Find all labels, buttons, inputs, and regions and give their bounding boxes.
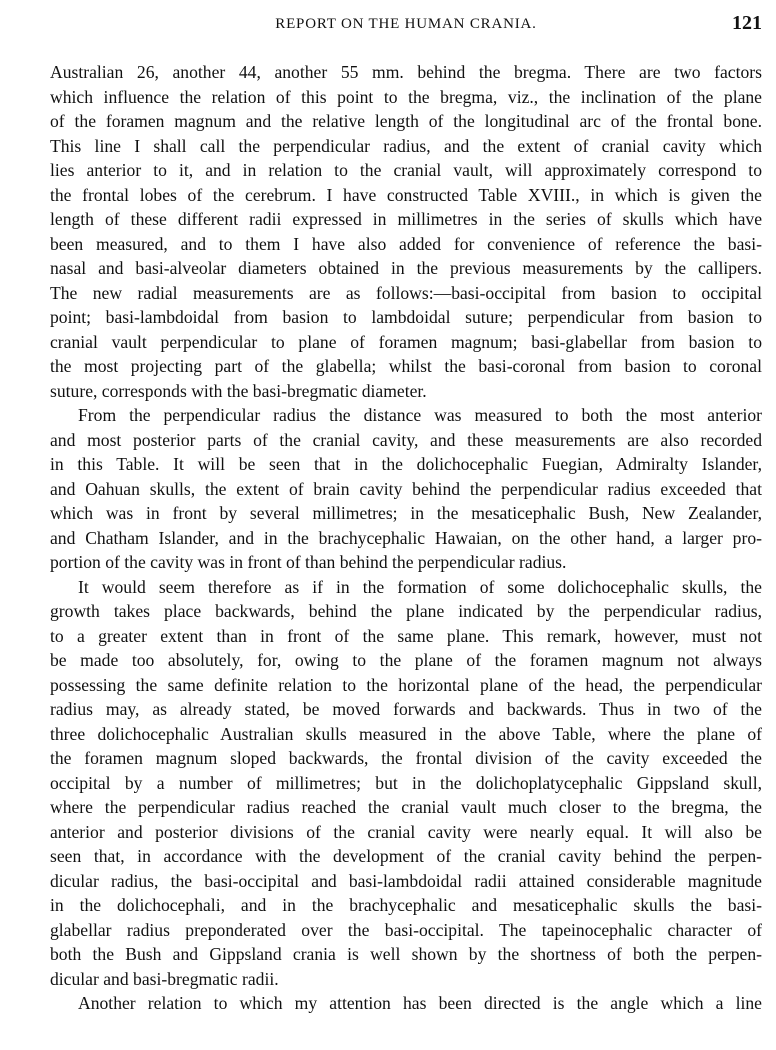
text-line: in this Table. It will be seen that in the dolichocephalic Fuegian, Admiralty Islander, — [50, 454, 762, 474]
text-line: been measured, and to them I have also added for convenience of reference the basi- — [50, 233, 762, 254]
text-line: which was in front by several millimetres; in the mesaticephalic Bush, New Zealander, — [50, 503, 762, 523]
text-line: of the foramen magnum and the relative length of the longitudinal arc of the frontal bone. — [50, 111, 762, 131]
text-line: and Chatham Islander, and in the brachycephalic Hawaian, on the other hand, a larger pro- — [50, 527, 762, 548]
text-line: cranial vault perpendicular to plane of foramen magnum; basi-glabellar from basion to — [50, 331, 762, 352]
text-line: point; basi-lambdoidal from basion to lambdoidal suture; perpendicular from basion to — [50, 307, 762, 327]
text-line: seen that, in accordance with the development of the cranial cavity behind the perpen- — [50, 846, 762, 866]
text-line: nasal and basi-alveolar diameters obtained in the previous measurements by the callipers. — [50, 258, 762, 278]
text-line: dicular radius, the basi-occipital and basi-lambdoidal radii attained considerable magnitude — [50, 870, 762, 891]
paragraph — [50, 60, 762, 403]
text-line: both the Bush and Gippsland crania is well shown by the shortness of both the perpen- — [50, 944, 762, 964]
text-line: dicular and basi-bregmatic radii. — [50, 968, 279, 989]
text-line: in the dolichocephali, and in the brachycephalic and mesaticephalic skulls the basi- — [50, 895, 762, 915]
text-line: From the perpendicular radius the distance was measured to both the most anterior — [78, 405, 762, 425]
text-line: where the perpendicular radius reached the cranial vault much closer to the bregma, the — [50, 797, 762, 817]
text-line: radius may, as already stated, be moved forwards and backwards. Thus in two of the — [50, 699, 762, 719]
text-line: portion of the cavity was in front of than behind the perpendicular radius. — [50, 552, 567, 572]
text-line: to a greater extent than in front of the same plane. This remark, however, must not — [50, 625, 762, 646]
text-line: the most projecting part of the glabella; whilst the basi-coronal from basion to coronal — [50, 356, 762, 376]
text-line: and most posterior parts of the cranial cavity, and these measurements are also recorded — [50, 429, 762, 450]
text-line: the frontal lobes of the cerebrum. I have constructed Table XVIII., in which is given the — [50, 184, 762, 205]
text-line: This line I shall call the perpendicular radius, and the extent of cranial cavity which — [50, 135, 762, 156]
text-line: occipital by a number of millimetres; but in the dolichoplatycephalic Gippsland skull, — [50, 772, 762, 793]
text-line: Australian 26, another 44, another 55 mm. behind the bregma. There are two factors — [50, 62, 762, 82]
text-line: length of these different radii expressed in millimetres in the series of skulls which have — [50, 209, 762, 229]
page-number: 121 — [732, 12, 762, 34]
text-line: suture, corresponds with the basi-bregmatic diameter. — [50, 380, 427, 401]
text-line: lies anterior to it, and in relation to the cranial vault, will approximately correspond to — [50, 160, 762, 180]
body-text — [50, 60, 762, 1016]
text-line: anterior and posterior divisions of the cranial cavity were nearly equal. It will also be — [50, 821, 762, 842]
text-line: It would seem therefore as if in the formation of some dolichocephalic skulls, the — [78, 576, 762, 597]
paragraph — [50, 403, 762, 575]
text-line: and Oahuan skulls, the extent of brain cavity behind the perpendicular radius exceeded that — [50, 478, 762, 499]
page-header — [50, 12, 762, 38]
text-line: be made too absolutely, for, owing to the plane of the foramen magnum not always — [50, 650, 762, 670]
running-title: REPORT ON THE HUMAN CRANIA. — [275, 16, 537, 32]
text-line: possessing the same definite relation to the horizontal plane of the head, the perpendicular — [50, 674, 762, 695]
text-line: Another relation to which my attention has been directed is the angle which a line — [78, 993, 762, 1013]
text-line: which influence the relation of this point to the bregma, viz., the inclination of the plane — [50, 86, 762, 107]
text-line: The new radial measurements are as follows:—basi-occipital from basion to occipital — [50, 282, 762, 303]
text-line: growth takes place backwards, behind the plane indicated by the perpendicular radius, — [50, 601, 762, 621]
paragraph — [50, 575, 762, 992]
text-line: glabellar radius preponderated over the basi-occipital. The tapeinocephalic character of — [50, 919, 762, 940]
text-line: three dolichocephalic Australian skulls measured in the above Table, where the plane of — [50, 723, 762, 744]
paragraph — [50, 991, 762, 1016]
text-line: the foramen magnum sloped backwards, the frontal division of the cavity exceeded the — [50, 748, 762, 768]
